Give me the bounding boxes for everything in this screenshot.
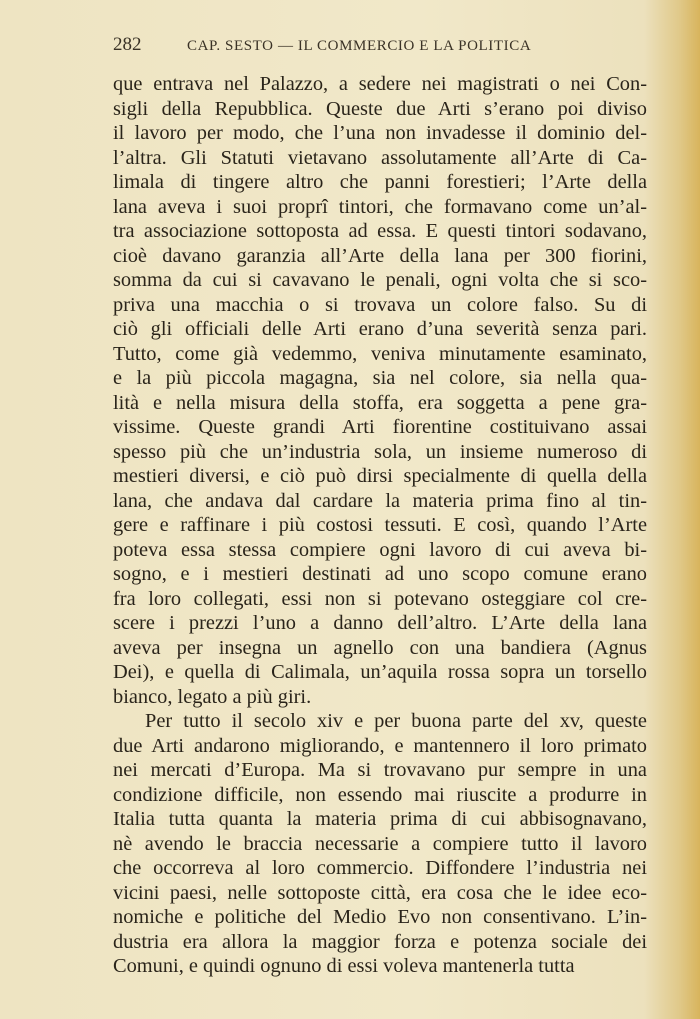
text-line: vicini paesi, nelle sottoposte città, era cosa che le idee eco- — [113, 881, 647, 904]
text-line: tra associazione sottoposta ad essa. E questi tintori sodavano, — [113, 220, 647, 242]
text-line: spesso più che un’industria sola, un insieme numeroso di — [113, 440, 647, 463]
text-line: vissime. Queste grandi Arti fiorentine costituivano assai — [113, 416, 647, 438]
text-line: cioè davano garanzia all’Arte della lana per 300 fiorini, — [113, 244, 647, 267]
text-line: scere i prezzi l’uno a danno dell’altro. L’Arte della lana — [113, 612, 647, 634]
text-line: nomiche e politiche del Medio Evo non consentivano. L’in- — [113, 906, 647, 928]
text-line: nei mercati d’Europa. Ma si trovavano pur sempre in una — [113, 759, 647, 781]
paragraph — [113, 709, 647, 979]
text-line: gere e raffinare i più costosi tessuti. E così, quando l’Arte — [113, 514, 647, 536]
text-line: ciò gli officiali delle Arti erano d’una severità senza pari. — [113, 318, 647, 340]
text-line: aveva per insegna un agnello con una bandiera (Agnus — [113, 636, 647, 659]
text-line: Comuni, e quindi ognuno di essi voleva mantenerla tutta — [113, 955, 575, 977]
running-title: CAP. SESTO — IL COMMERCIO E LA POLITICA — [187, 38, 532, 54]
text-line: sogno, e i mestieri destinati ad uno scopo comune erano — [113, 563, 647, 585]
text-line: sigli della Repubblica. Queste due Arti s’erano poi diviso — [113, 97, 647, 120]
text-line: nè avendo le braccia necessarie a compiere tutto il lavoro — [113, 832, 647, 855]
text-line: somma da cui si cavavano le penali, ogni volta che si sco- — [113, 269, 647, 291]
text-line: lana aveva i suoi proprî tintori, che formavano come un’al- — [113, 195, 647, 218]
text-line: Tutto, come già vedemmo, veniva minutamente esaminato, — [113, 342, 647, 365]
body-text — [113, 72, 647, 979]
text-line: Per tutto il secolo xiv e per buona parte del xv, queste — [145, 710, 647, 732]
text-line: il lavoro per modo, che l’una non invadesse il dominio del- — [113, 122, 647, 144]
text-line: poteva essa stessa compiere ogni lavoro di cui aveva bi- — [113, 538, 647, 561]
text-line: dustria era allora la maggior forza e potenza sociale dei — [113, 930, 647, 953]
page-number: 282 — [113, 34, 142, 55]
text-line: condizione difficile, non essendo mai riuscite a produrre in — [113, 783, 647, 806]
text-line: que entrava nel Palazzo, a sedere nei magistrati o nei Con- — [113, 73, 647, 95]
text-line: Dei), e quella di Calimala, un’aquila rossa sopra un torsello — [113, 661, 647, 683]
paragraph — [113, 72, 647, 709]
text-line: e la più piccola magagna, sia nel colore, sia nella qua- — [113, 367, 647, 389]
text-line: priva una macchia o si trovava un colore falso. Su di — [113, 293, 647, 316]
text-line: fra loro collegati, essi non si potevano osteggiare col cre- — [113, 587, 647, 610]
text-line: Italia tutta quanta la materia prima di cui abbisognavano, — [113, 808, 647, 830]
text-line: l’altra. Gli Statuti vietavano assolutamente all’Arte di Ca- — [113, 146, 647, 169]
text-line: mestieri diversi, e ciò può dirsi specialmente di quella della — [113, 465, 647, 487]
text-line: lità e nella misura della stoffa, era soggetta a pene gra- — [113, 391, 647, 414]
text-line: limala di tingere altro che panni forestieri; l’Arte della — [113, 171, 647, 193]
page-header — [113, 34, 647, 56]
text-line: bianco, legato a più giri. — [113, 685, 312, 708]
text-line: che occorreva al loro commercio. Diffondere l’industria nei — [113, 857, 647, 879]
text-line: due Arti andarono migliorando, e mantennero il loro primato — [113, 734, 647, 757]
text-line: lana, che andava dal cardare la materia prima fino al tin- — [113, 489, 647, 512]
